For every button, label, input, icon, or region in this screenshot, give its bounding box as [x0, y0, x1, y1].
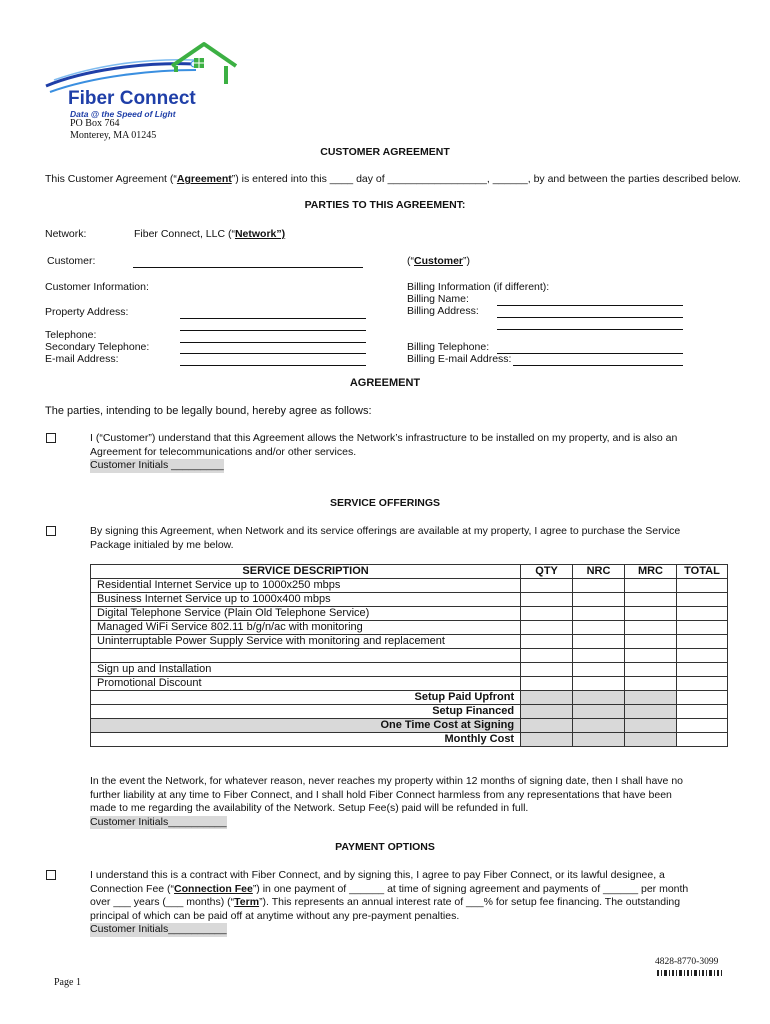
mrc-cell[interactable]: [625, 635, 677, 649]
network-label: Network:: [45, 228, 87, 240]
nrc-cell[interactable]: [573, 579, 625, 593]
billing-address-field-2[interactable]: [497, 329, 683, 330]
total-cell[interactable]: [676, 621, 727, 635]
blank-description: [91, 649, 521, 663]
shaded-cell: [625, 733, 677, 747]
network-term: Network”): [234, 228, 286, 240]
agreement-intro: The parties, intending to be legally bound, hereby agree as follows:: [45, 405, 372, 417]
shaded-cell: [573, 733, 625, 747]
summary-label: Setup Financed: [91, 705, 521, 719]
clause-4-initials[interactable]: Customer Initials__________: [90, 923, 227, 935]
summary-row: [91, 719, 728, 733]
customer-label: Customer:: [47, 255, 96, 267]
mrc-cell[interactable]: [625, 593, 677, 607]
clause-3-line-2: further liability at any time to Fiber Connect, and I shall hold Fiber Connect harmless from any representations that have been: [90, 788, 672, 801]
summary-label: Monthly Cost: [91, 733, 521, 747]
billing-telephone-field[interactable]: [497, 353, 683, 354]
billing-name-field[interactable]: [497, 305, 683, 306]
logo-brand: Fiber Connect: [68, 88, 196, 109]
term-term: Term: [234, 896, 260, 908]
nrc-cell[interactable]: [573, 649, 625, 663]
shaded-cell: [521, 705, 573, 719]
payment-heading: PAYMENT OPTIONS: [335, 841, 435, 853]
mrc-cell[interactable]: [625, 677, 677, 691]
service-description: Business Internet Service up to 1000x400 mbps: [91, 593, 521, 607]
mrc-cell[interactable]: [625, 663, 677, 677]
shaded-cell: [625, 691, 677, 705]
table-row: [91, 607, 728, 621]
clause-1-line-1: I (“Customer”) understand that this Agreement allows the Network’s infrastructure to be installed on my property, and is also an: [90, 432, 678, 444]
network-value-pre: Fiber Connect, LLC (“: [134, 228, 235, 240]
clause-3-line-1: In the event the Network, for whatever reason, never reaches my property within 12 months of signing date, then I shall have no: [90, 775, 683, 787]
clause-4-checkbox[interactable]: [46, 870, 56, 880]
property-address-field-1[interactable]: [180, 318, 366, 319]
secondary-telephone-label: Secondary Telephone:: [45, 341, 150, 353]
intro-paragraph: [45, 173, 741, 185]
address-line-1: PO Box 764: [70, 118, 120, 129]
summary-row: [91, 733, 728, 747]
telephone-label: Telephone:: [45, 329, 97, 341]
clause-4-line-3: [90, 896, 730, 910]
table-row: [91, 621, 728, 635]
property-address-field-2[interactable]: [180, 330, 366, 331]
qty-cell[interactable]: [521, 677, 573, 691]
shaded-cell: [521, 691, 573, 705]
clause-2-line-1: By signing this Agreement, when Network and its service offerings are available at my property, I agree to purchase the Service: [90, 525, 681, 537]
network-value: [134, 228, 285, 240]
total-cell[interactable]: [676, 719, 727, 733]
company-logo: [44, 40, 244, 122]
mrc-cell[interactable]: [625, 607, 677, 621]
total-cell[interactable]: [676, 649, 727, 663]
document-id: 4828-8770-3099: [655, 957, 719, 967]
intro-pre: This Customer Agreement (“: [45, 173, 177, 185]
table-row: [91, 635, 728, 649]
billing-address-field-1[interactable]: [497, 317, 683, 318]
qty-cell[interactable]: [521, 579, 573, 593]
clause-2-checkbox[interactable]: [46, 526, 56, 536]
billing-telephone-label: Billing Telephone:: [407, 341, 490, 353]
billing-info-label: Billing Information (if different):: [407, 281, 550, 293]
setup-item: Promotional Discount: [91, 677, 521, 691]
shaded-cell: [521, 733, 573, 747]
table-row-blank: [91, 649, 728, 663]
total-cell[interactable]: [676, 691, 727, 705]
customer-name-field[interactable]: [133, 267, 363, 268]
header-qty: QTY: [521, 565, 573, 579]
summary-label: One Time Cost at Signing: [91, 719, 521, 733]
customer-term-pre: (“: [407, 255, 414, 267]
total-cell[interactable]: [676, 677, 727, 691]
service-description: Uninterruptable Power Supply Service with monitoring and replacement: [91, 635, 521, 649]
service-description: Residential Internet Service up to 1000x250 mbps: [91, 579, 521, 593]
qty-cell[interactable]: [521, 663, 573, 677]
summary-row: [91, 705, 728, 719]
parties-heading: PARTIES TO THIS AGREEMENT:: [304, 199, 466, 211]
billing-name-label: Billing Name:: [407, 293, 469, 305]
qty-cell[interactable]: [521, 593, 573, 607]
total-cell[interactable]: [676, 607, 727, 621]
service-description: Digital Telephone Service (Plain Old Telephone Service): [91, 607, 521, 621]
nrc-cell[interactable]: [573, 635, 625, 649]
setup-item: Sign up and Installation: [91, 663, 521, 677]
billing-email-label: Billing E-mail Address:: [407, 353, 512, 365]
total-cell[interactable]: [676, 593, 727, 607]
nrc-cell[interactable]: [573, 677, 625, 691]
header-description: SERVICE DESCRIPTION: [91, 565, 521, 579]
shaded-cell: [521, 719, 573, 733]
table-row: [91, 663, 728, 677]
total-cell[interactable]: [676, 663, 727, 677]
total-cell[interactable]: [676, 705, 727, 719]
clause-4-line-3-pre: over ___ years (___ months) (“: [90, 896, 235, 908]
shaded-cell: [625, 705, 677, 719]
total-cell[interactable]: [676, 733, 727, 747]
clause-1-checkbox[interactable]: [46, 433, 56, 443]
table-header-row: [91, 565, 728, 579]
shaded-cell: [625, 719, 677, 733]
clause-3-line-3: made to me regarding the availability of the Network. Setup Fee(s) paid will be refunded in full.: [90, 802, 529, 814]
customer-term-word: Customer: [414, 255, 464, 267]
nrc-cell[interactable]: [573, 607, 625, 621]
summary-row: [91, 691, 728, 705]
qty-cell[interactable]: [521, 621, 573, 635]
qty-cell[interactable]: [521, 607, 573, 621]
service-description: Managed WiFi Service 802.11 b/g/n/ac with monitoring: [91, 621, 521, 635]
property-address-label: Property Address:: [45, 306, 129, 318]
mrc-cell[interactable]: [625, 579, 677, 593]
header-total: TOTAL: [676, 565, 727, 579]
service-table: [90, 564, 728, 747]
email-field[interactable]: [180, 365, 366, 366]
customer-term-post: ”): [463, 255, 471, 267]
shaded-cell: [573, 705, 625, 719]
barcode-graphic: [657, 969, 727, 977]
address-line-2: Monterey, MA 01245: [70, 130, 157, 141]
table-row: [91, 677, 728, 691]
service-heading: SERVICE OFFERINGS: [329, 497, 441, 509]
clause-2-line-2: Package initialed by me below.: [90, 538, 234, 551]
customer-term: [407, 255, 470, 267]
mrc-cell[interactable]: [625, 621, 677, 635]
clause-4-line-2-post: ”) in one payment of ______ at time of signing agreement and payments of ______ per month: [252, 882, 689, 895]
agreement-heading: AGREEMENT: [349, 377, 421, 389]
total-cell[interactable]: [676, 635, 727, 649]
qty-cell[interactable]: [521, 635, 573, 649]
intro-term: Agreement: [176, 173, 232, 185]
clause-4-line-2: [90, 883, 730, 897]
clause-4: [90, 869, 730, 937]
table-row: [91, 593, 728, 607]
total-cell[interactable]: [676, 579, 727, 593]
clause-3: [90, 775, 730, 829]
qty-cell[interactable]: [521, 649, 573, 663]
connection-fee-term: Connection Fee: [174, 882, 253, 895]
page-number: Page 1: [54, 977, 81, 988]
secondary-telephone-field[interactable]: [180, 353, 366, 354]
clause-1-line-2: Agreement for telecommunications and/or other services.: [90, 445, 357, 458]
clause-4-line-1: I understand this is a contract with Fiber Connect, and by signing this, I agree to pay Fiber Connect, or its lawful designee, a: [90, 869, 665, 881]
telephone-field[interactable]: [180, 342, 366, 343]
header-nrc: NRC: [573, 565, 625, 579]
nrc-cell[interactable]: [573, 593, 625, 607]
email-label: E-mail Address:: [45, 353, 119, 365]
shaded-cell: [573, 691, 625, 705]
page-title: CUSTOMER AGREEMENT: [320, 146, 450, 158]
clause-1-initials[interactable]: Customer Initials _________: [90, 459, 224, 471]
summary-label: Setup Paid Upfront: [91, 691, 521, 705]
billing-address-label: Billing Address:: [407, 305, 479, 317]
clause-1: [90, 432, 730, 473]
billing-email-field[interactable]: [513, 365, 683, 366]
clause-4-line-3-post: ”). This represents an annual interest rate of ___% for setup fee financing. The outstanding: [259, 896, 681, 908]
mrc-cell[interactable]: [625, 649, 677, 663]
logo-tagline: Data @ the Speed of Light: [70, 109, 176, 119]
table-row: [91, 579, 728, 593]
clause-2: [90, 525, 730, 552]
clause-4-line-2-pre: Connection Fee (“: [90, 882, 175, 895]
nrc-cell[interactable]: [573, 621, 625, 635]
clause-3-initials[interactable]: Customer Initials__________: [90, 815, 227, 828]
customer-info-label: Customer Information:: [45, 281, 149, 293]
header-mrc: MRC: [625, 565, 677, 579]
intro-post: ”) is entered into this ____ day of _________________, ______, by and between the parties described below.: [231, 173, 741, 185]
nrc-cell[interactable]: [573, 663, 625, 677]
shaded-cell: [573, 719, 625, 733]
clause-4-line-4: principal of which can be paid off at anytime without any pre-payment penalties.: [90, 909, 460, 922]
